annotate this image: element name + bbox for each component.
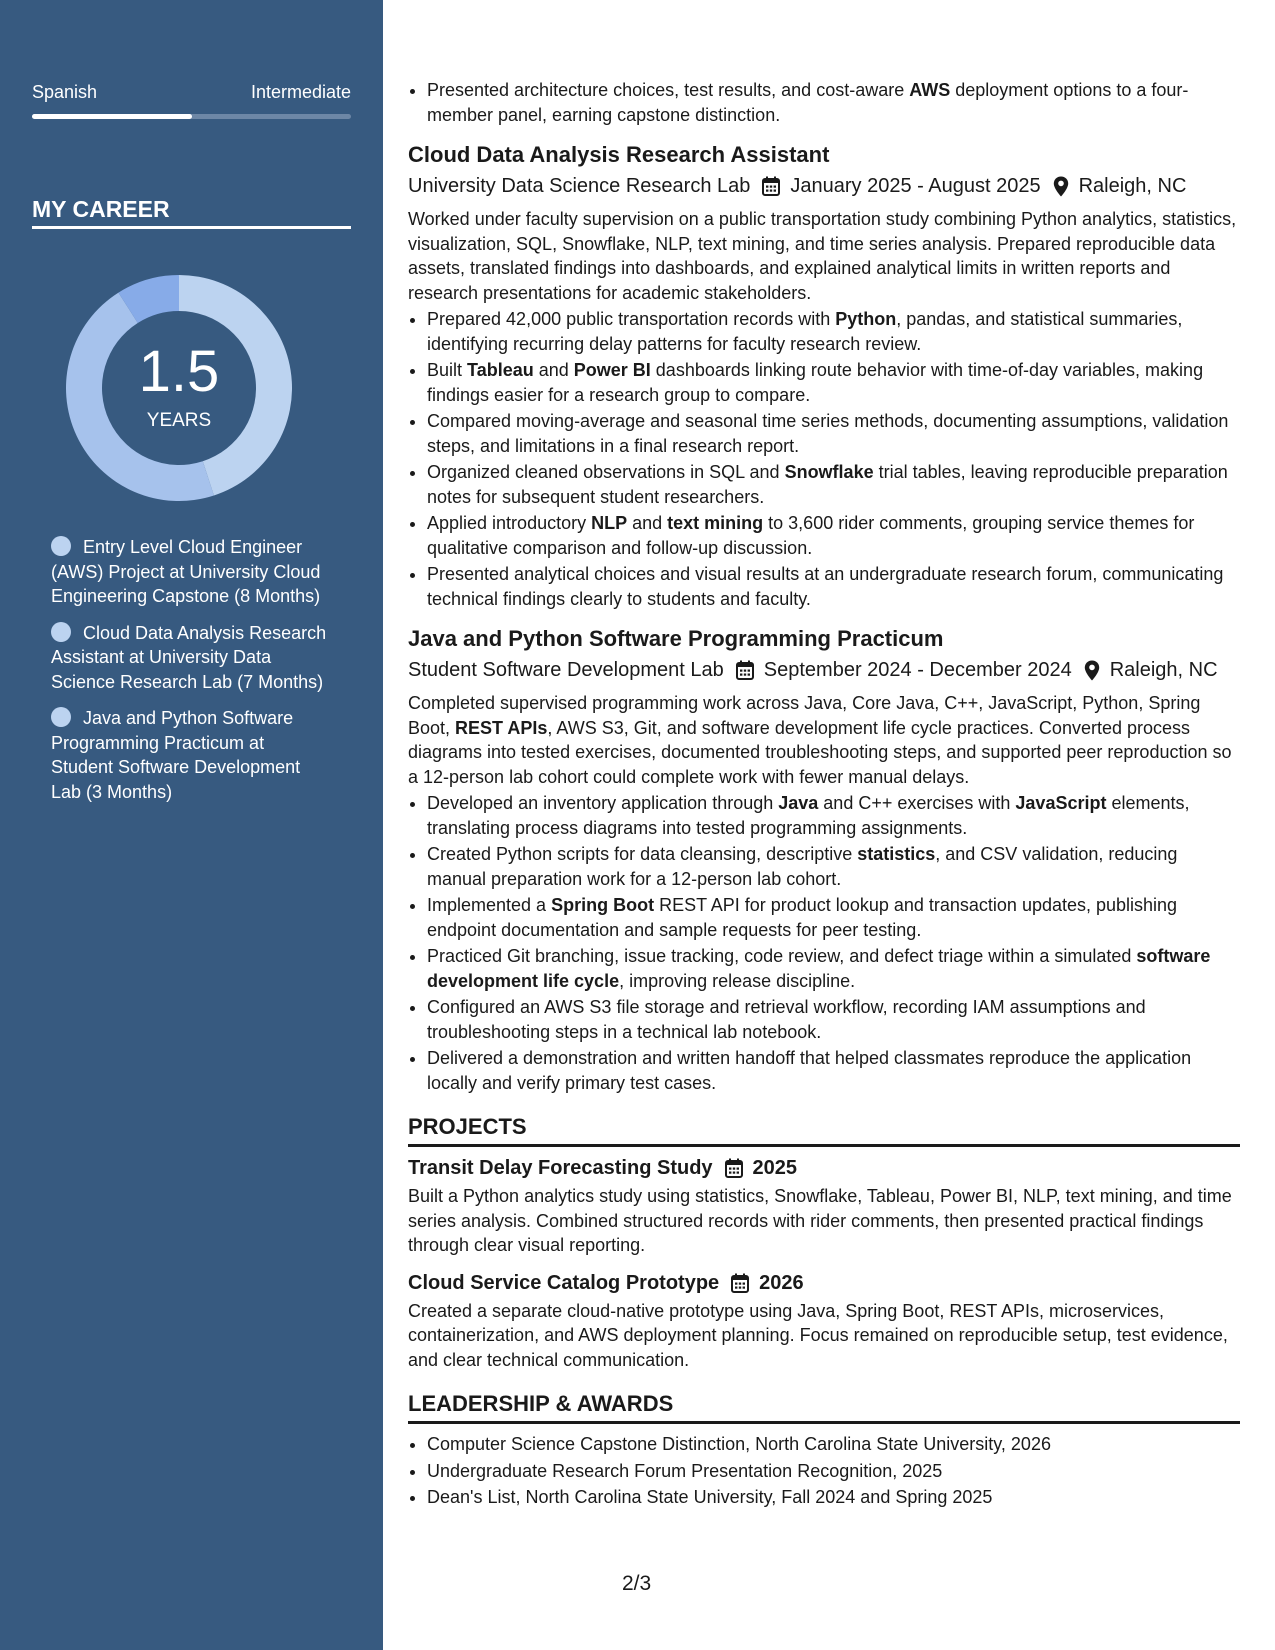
keyword-bold: REST APIs <box>455 717 548 738</box>
bullet-item <box>427 511 1240 560</box>
bullet-item <box>427 893 1240 942</box>
text-run: Configured an AWS S3 file storage and retrieval workflow, recording IAM assumptions and troubleshooting steps in a technical lab notebook. <box>427 997 1146 1042</box>
job-meta <box>408 657 1240 683</box>
career-heading: MY CAREER <box>32 196 170 222</box>
project-name: Cloud Service Catalog Prototype <box>408 1271 720 1294</box>
job-bullets <box>408 307 1240 611</box>
job-summary <box>408 691 1240 789</box>
text-run: Prepared 42,000 public transportation records with <box>427 309 836 329</box>
keyword-bold: NLP <box>591 513 628 533</box>
text-run: , and CSV validation, reducing manual preparation work for a 12-person lab cohort. <box>427 844 1178 889</box>
text-run: to 3,600 rider comments, grouping service themes for qualitative comparison and follow-up discussion. <box>427 513 1195 558</box>
text-run: Presented architecture choices, test results, and cost-aware <box>427 80 910 100</box>
keyword-bold: JavaScript <box>1015 793 1107 813</box>
leadership-heading-rule <box>408 1421 1240 1424</box>
keyword-bold: Snowflake <box>784 462 874 482</box>
bullet-item <box>427 842 1240 891</box>
job-meta <box>408 173 1240 199</box>
keyword-bold: software development life cycle <box>427 946 1211 991</box>
sidebar <box>0 0 383 1650</box>
text-run: trial tables, leaving reproducible preparation notes for subsequent student researchers. <box>427 462 1228 507</box>
text-run: Created Python scripts for data cleansing, descriptive <box>427 844 858 864</box>
job-dates: January 2025 - August 2025 <box>790 175 1041 197</box>
text-run: Developed an inventory application through <box>427 793 779 813</box>
leadership-list <box>408 1432 1240 1510</box>
text-run: Organized cleaned observations in SQL and <box>427 462 785 482</box>
job-organization: Student Software Development Lab <box>408 659 724 681</box>
career-list <box>51 535 331 816</box>
job-entry <box>408 625 1240 1095</box>
text-run: and C++ exercises with <box>818 793 1016 813</box>
job-location: Raleigh, NC <box>1078 175 1187 197</box>
text-run: Presented analytical choices and visual results at an undergraduate research forum, communicating technical findings clearly to students and faculty. <box>427 564 1224 609</box>
project-title <box>408 1270 1240 1296</box>
bullet-item <box>427 1046 1240 1095</box>
project-entry <box>408 1155 1240 1258</box>
keyword-bold: Tableau <box>467 360 534 380</box>
language-proficiency-bar <box>32 114 351 119</box>
text-run: and <box>533 360 574 380</box>
text-run: Compared moving-average and seasonal time series methods, documenting assumptions, validation steps, and limitations in a final research report. <box>427 411 1229 456</box>
projects-heading-rule <box>408 1144 1240 1147</box>
project-year: 2026 <box>759 1271 804 1294</box>
keyword-bold: Power BI <box>573 360 651 380</box>
calendar-icon <box>762 176 780 196</box>
text-run: , pandas, and statistical summaries, identifying recurring delay patterns for faculty research review. <box>427 309 1183 354</box>
job-organization: University Data Science Research Lab <box>408 175 751 197</box>
project-name: Transit Delay Forecasting Study <box>408 1157 713 1179</box>
career-item <box>51 535 331 609</box>
job-title: Java and Python Software Programming Practicum <box>408 626 944 651</box>
career-bullet-dot <box>51 707 71 727</box>
text-run: Practiced Git branching, issue tracking, code review, and defect triage within a simulated <box>427 946 1137 966</box>
text-run: Implemented a <box>427 895 552 915</box>
project-description: Created a separate cloud-native prototype using Java, Spring Boot, REST APIs, microservices, containerization, and AWS deployment planning. Focus remained on reproducible setup, test evidence, and clear technical communication. <box>408 1300 1228 1370</box>
career-item-text: Entry Level Cloud Engineer (AWS) Project at University Cloud Engineering Capstone (8 Months) <box>51 537 321 606</box>
keyword-bold: AWS <box>909 80 951 100</box>
calendar-icon <box>725 1158 743 1178</box>
career-item <box>51 621 331 695</box>
keyword-bold: Java <box>778 793 819 813</box>
keyword-bold: statistics <box>857 844 936 864</box>
career-item <box>51 706 331 804</box>
calendar-icon <box>731 1273 749 1293</box>
bullet-item <box>427 562 1240 611</box>
language-name: Spanish <box>32 82 98 102</box>
leadership-heading: LEADERSHIP & AWARDS <box>408 1391 674 1416</box>
job-title: Cloud Data Analysis Research Assistant <box>408 142 830 167</box>
career-item-text: Java and Python Software Programming Practicum at Student Software Development Lab (3 Months) <box>51 708 301 802</box>
bullet-item <box>427 409 1240 458</box>
experience-list <box>408 141 1240 1095</box>
project-year: 2025 <box>752 1157 798 1179</box>
career-bullet-dot <box>51 622 71 642</box>
bullet-item <box>427 460 1240 509</box>
text-run: REST API for product lookup and transaction updates, publishing endpoint documentation and sample requests for peer testing. <box>427 895 1178 940</box>
projects-list <box>408 1155 1240 1372</box>
keyword-bold: Spring Boot <box>551 895 655 915</box>
job-summary <box>408 207 1240 305</box>
language-proficiency-fill <box>32 114 192 119</box>
bullet-item <box>427 944 1240 993</box>
text-run: Built <box>427 360 468 380</box>
text-run: Worked under faculty supervision on a public transportation study combining Python analytics, statistics, visualization, SQL, Snowflake, NLP, text mining, and time series analysis. Prepared reproducible data assets, translated findings into dashboards, and explained analytical limits in written reports and research presentations for academic stakeholders. <box>408 209 1237 303</box>
project-title <box>408 1155 1240 1181</box>
bullet-item <box>427 78 1240 127</box>
bullet-item <box>427 791 1240 840</box>
career-bullet-dot <box>51 536 71 556</box>
text-run: elements, translating process diagrams into tested programming assignments. <box>427 793 1190 838</box>
career-years-value: 1.5 <box>138 339 220 404</box>
project-entry <box>408 1270 1240 1373</box>
language-level: Intermediate <box>250 82 351 102</box>
map-pin-icon <box>1053 176 1069 197</box>
projects-heading: PROJECTS <box>408 1114 527 1139</box>
carryover-bullets <box>408 78 1240 127</box>
keyword-bold: Python <box>835 309 897 329</box>
bullet-item <box>427 995 1240 1044</box>
page-number: 2/3 <box>622 1572 652 1595</box>
text-run: Completed supervised programming work across Java, Core Java, C++, JavaScript, Python, Spring Boot, <box>408 693 1201 738</box>
language-row <box>32 82 351 103</box>
award-item: • Dean's List, North Carolina State University, Fall 2024 and Spring 2025 <box>427 1485 1240 1510</box>
job-location: Raleigh, NC <box>1109 659 1218 681</box>
text-run: , AWS S3, Git, and software development life cycle practices. Converted process diagrams into tested exercises, documented troubleshooting steps, and supported peer reproduction so a 12-person lab cohort could complete work with fewer manual delays. <box>408 717 1232 787</box>
award-item: • Undergraduate Research Forum Presentation Recognition, 2025 <box>427 1459 1240 1484</box>
keyword-bold: text mining <box>667 513 764 533</box>
text-run: Applied introductory <box>427 513 592 533</box>
text-run: , improving release discipline. <box>619 970 856 991</box>
text-run: deployment options to a four-member panel, earning capstone distinction. <box>427 80 1189 125</box>
bullet-item <box>427 307 1240 356</box>
map-pin-icon <box>1084 660 1100 681</box>
career-heading-rule <box>32 226 351 229</box>
calendar-icon <box>736 660 754 680</box>
text-run: and <box>627 513 668 533</box>
job-entry <box>408 141 1240 611</box>
main-content <box>408 78 1240 1512</box>
project-description: Built a Python analytics study using statistics, Snowflake, Tableau, Power BI, NLP, text mining, and time series analysis. Combined structured records with rider comments, then presented practical findings through clear visual reporting. <box>408 1186 1232 1255</box>
bullet-item <box>427 358 1240 407</box>
text-run: Delivered a demonstration and written handoff that helped classmates reproduce the application locally and verify primary test cases. <box>427 1048 1192 1093</box>
text-run: dashboards linking route behavior with time-of-day variables, making findings easier for a research group to compare. <box>427 360 1204 405</box>
career-item-text: Cloud Data Analysis Research Assistant at University Data Science Research Lab (7 Months) <box>51 622 327 692</box>
job-bullets <box>408 791 1240 1095</box>
job-dates: September 2024 - December 2024 <box>763 659 1072 681</box>
career-years-label: YEARS <box>146 410 212 431</box>
award-item: • Computer Science Capstone Distinction, North Carolina State University, 2026 <box>427 1432 1240 1457</box>
